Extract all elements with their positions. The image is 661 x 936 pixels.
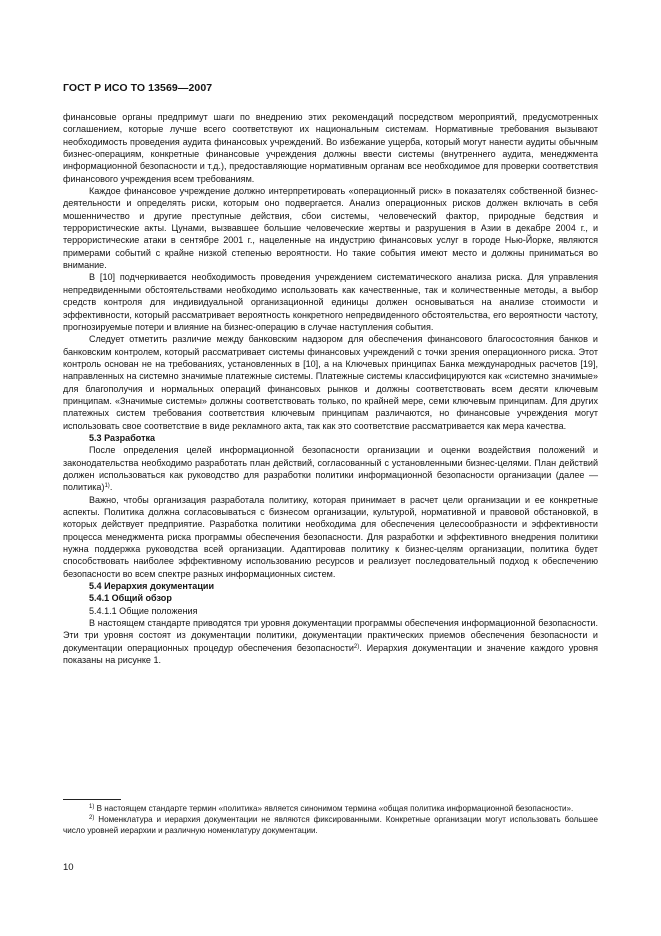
paragraph-text: После определения целей информационной безопасности организации и оценки воздействия положений и законодательства необходимо разработать план действий, согласованный с установленными бизнес-целями. План действий должен использоваться как руководство для разработки политики информационной безопасности организации (далее — политика)	[63, 445, 598, 493]
paragraph-end: .	[109, 482, 113, 493]
section-heading-5-3: 5.3 Разработка	[89, 432, 156, 443]
footnotes	[63, 803, 598, 836]
subsection-heading-5-4-1-1: 5.4.1.1 Общие положения	[89, 605, 198, 616]
footnote-ref-1[interactable]: 1)	[104, 483, 110, 490]
paragraph	[63, 617, 598, 666]
paragraph-text: В настоящем стандарте приводятся три уровня документации программы обеспечения информационной безопасности. Эти три уровня состоят из документации политики, документации практических приемов обеспечения безопасности и документации операционных процедур обеспечения безопасности	[63, 618, 598, 653]
document-header: ГОСТ Р ИСО ТО 13569—2007	[63, 82, 213, 94]
section-heading-5-4: 5.4 Иерархия документации	[89, 581, 215, 592]
paragraph: В [10] подчеркивается необходимость проведения учреждением систематического анализа риска. Для управления непредвиденными обстоятельствами необходимо использовать как качественные, так и количественные методы, а выбор средств контроля для индивидуальной организационной единицы должен основываться на анализе стоимости и эффективности, который рассматривает вероятность конкретного непредвиденного обстоятельства, его вероятности частоту, прогнозируемые потери и влияние на бизнес-операцию в случае наступления события.	[63, 272, 598, 332]
footnote-2	[63, 814, 598, 836]
page-number: 10	[63, 862, 74, 873]
footnote-text: В настоящем стандарте термин «политика» является синонимом термина «общая политика информационной безопасности».	[94, 804, 574, 813]
section-heading-5-4-1: 5.4.1 Общий обзор	[89, 593, 172, 604]
document-body	[63, 111, 598, 666]
footnote-text: Номенклатура и иерархия документации не являются фиксированными. Конкретные организации могут использовать большее число уровней иерархии и различную номенклатуру документации.	[63, 815, 598, 835]
footnote-ref-2[interactable]: 2)	[353, 643, 360, 650]
paragraph	[63, 444, 598, 493]
paragraph: Каждое финансовое учреждение должно интерпретировать «операционный риск» в показателях собственной бизнес-деятельности и определять риски, которым оно подвергается. Анализ операционных рисков должен включать в себя мошенничество и другие преступные действия, сбои системы, человеческий фактор, природные бедствия и террористические акты. Цунами, вызвавшее большие человеческие жертвы и разрушения в Азии в декабре 2004 г., и террористические атаки в сентябре 2001 г., нацеленные на индустрию финансовых услуг в городе Нью-Йорке, являются примерами событий с крайне низкой степенью вероятности. Но такие события имеют место и должны приниматься во внимание.	[63, 186, 598, 271]
footnote-mark: 2)	[89, 815, 95, 821]
footnote-mark: 1)	[89, 804, 95, 810]
footnote-divider	[63, 799, 121, 800]
paragraph-end: . Иерархия документации и значение каждого уровня показаны на рисунке 1.	[63, 642, 598, 666]
paragraph: Важно, чтобы организация разработала политику, которая принимает в расчет цели организации и ее конкретные аспекты. Политика должна согласовываться с бизнесом организации, культурой, нормативной и правовой обстановкой, в которых действует предприятие. Разработка политики необходима для обеспечения целесообразности и эффективности процесса менеджмента риска программы обеспечения безопасности. Для разработки и эффективного внедрения политики нужна поддержка руководства всей организации. Адаптировав политику к бизнес-целям организации, политика будет способствовать наиболее эффективному использованию ресурсов и реализует последовательный подход к обеспечению безопасности во всем спектре разных информационных систем.	[63, 494, 598, 579]
paragraph: Следует отметить различие между банковским надзором для обеспечения финансового благосостояния банков и банковским контролем, который рассматривает системы финансовых учреждений с точки зрения операционного риска. Этот контроль основан не на требованиях, установленных в [10], а на Ключевых принципах Банка международных расчетов [19], направленных на системно значимые платежные системы. Платежные системы классифицируются как «системно значимые» для благополучия и нормальных операций финансовых рынков и должны соответствовать всем десяти ключевым принципам. «Значимые системы» должны соответствовать только, по крайней мере, семи ключевым принципам. Для других платежных систем требования соответствия ключевым принципам различаются, но финансовые учреждения могут использовать свое соответствие в виде рекламного акта, так как это соответствие рассматривается как мера качества.	[63, 334, 598, 431]
paragraph: финансовые органы предпримут шаги по внедрению этих рекомендаций посредством мероприятий, предусмотренных соглашением, которые лучше всего соответствуют их национальным системам. Нормативные требования вызывают необходимость проведения аудита финансовых учреждений. Во избежание ущерба, который могут нанести аудиты обычным бизнес-операциям, конкретные финансовые учреждения должны ввести системы (внутреннего аудита, менеджмента информационной безопасности и т.д.), предоставляющие нормативным органам все необходимое для проверки соответствия финансового учреждения всем требованиям.	[63, 112, 598, 184]
footnote-1	[63, 803, 598, 814]
